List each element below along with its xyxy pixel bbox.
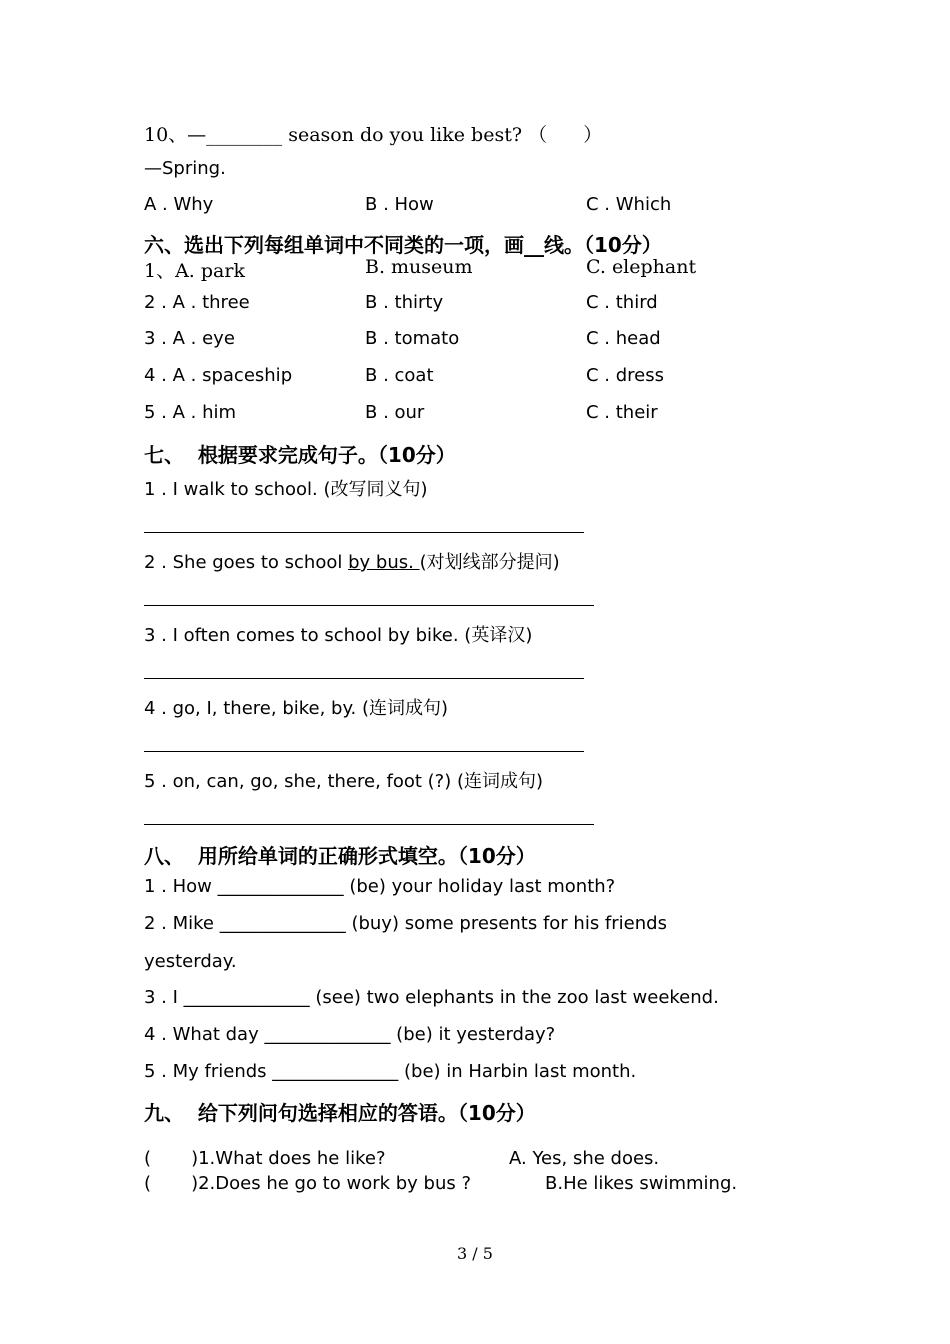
s7-item-2 [144, 548, 560, 574]
s7-item-2-before: 2 . She goes to school [144, 552, 349, 573]
s8-item-2-cont: yesterday. [144, 951, 237, 972]
s8-item-4: 4 . What day ______________ (be) it yesterday? [144, 1024, 556, 1045]
answer-line-5 [144, 824, 594, 825]
s7-item-4: 4 . go, I, there, bike, by. (连词成句) [144, 698, 449, 719]
s7-item-1: 1 . I walk to school. (改写同义句) [144, 479, 428, 500]
row-1-b: B. museum [365, 256, 473, 278]
answer-line-3 [144, 678, 584, 679]
row-3-b: B . tomato [365, 328, 460, 349]
row-5-b: B . our [365, 402, 425, 423]
s9-answer-a: A. Yes, she does. [509, 1148, 660, 1169]
answer-line-4 [144, 751, 584, 752]
s7-item-2-underlined: by bus. [348, 552, 420, 573]
row-1-c: C. elephant [586, 256, 697, 278]
s8-item-2: 2 . Mike ______________ (buy) some presents for his friends [144, 913, 667, 934]
s9-question-1: ( )1.What does he like? [144, 1148, 386, 1169]
row-2-c: C . third [586, 292, 658, 313]
option-b: B . How [365, 194, 434, 215]
s8-item-1: 1 . How ______________ (be) your holiday last month? [144, 876, 616, 897]
s8-item-3: 3 . I ______________ (see) two elephants in the zoo last weekend. [144, 987, 719, 1008]
row-5-c: C . their [586, 402, 658, 423]
option-c: C . Which [586, 194, 672, 215]
row-2-b: B . thirty [365, 292, 444, 313]
question-10: 10、—________ season do you like best? （ ） [144, 124, 603, 146]
section-6-heading: 六、选出下列每组单词中不同类的一项，画__线。（10分） [144, 233, 662, 257]
option-a: A . Why [144, 194, 214, 215]
answer-line-2 [144, 605, 594, 606]
row-5-a: 5 . A . him [144, 402, 237, 423]
section-8-heading: 八、 用所给单词的正确形式填空。（10分） [144, 844, 536, 868]
s9-question-2: ( )2.Does he go to work by bus ? [144, 1173, 472, 1194]
row-3-c: C . head [586, 328, 661, 349]
s7-item-2-after: (对划线部分提问) [419, 552, 560, 573]
row-1-a: 1、A. park [144, 260, 245, 282]
answer-line-1 [144, 532, 584, 533]
row-2-a: 2 . A . three [144, 292, 250, 313]
row-3-a: 3 . A . eye [144, 328, 235, 349]
row-4-b: B . coat [365, 365, 434, 386]
question-10-reply: —Spring. [144, 158, 226, 179]
s8-item-5: 5 . My friends ______________ (be) in Harbin last month. [144, 1061, 637, 1082]
s7-item-3: 3 . I often comes to school by bike. (英译汉) [144, 625, 533, 646]
section-9-heading: 九、 给下列问句选择相应的答语。（10分） [144, 1101, 536, 1125]
s9-answer-b: B.He likes swimming. [545, 1173, 738, 1194]
row-4-c: C . dress [586, 365, 664, 386]
row-4-a: 4 . A . spaceship [144, 365, 293, 386]
s7-item-5: 5 . on, can, go, she, there, foot (?) (连词成句) [144, 771, 544, 792]
section-7-heading: 七、 根据要求完成句子。（10分） [144, 443, 456, 467]
page-number: 3 / 5 [457, 1244, 493, 1263]
